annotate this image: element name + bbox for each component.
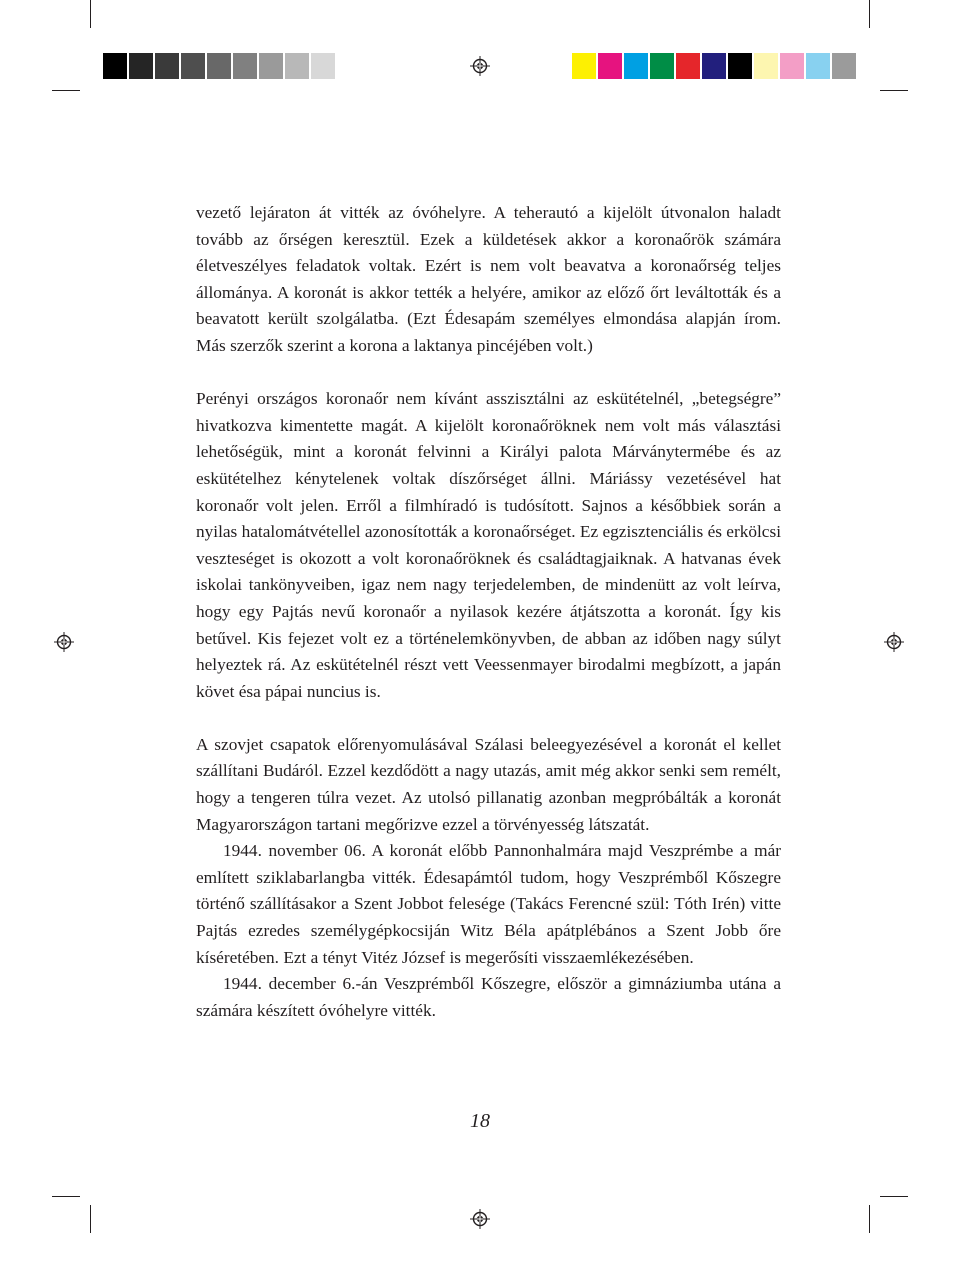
paragraph: 1944. november 06. A koronát előbb Pannonhalmára majd Veszprémbe a már említett sziklabarlangba vitték. Édesapámtól tudom, hogy Veszprémből Kőszegre történő szállításakor a Szent Jobbot felesége (Takács Ferencné szül: Tóth Irén) vitte Pajtás ezredes személygépkocsiján Witz Béla apátplébános a Szent Jobb őre kíséretében. Ezt a tényt Vitéz József is megerősíti visszaemlékezésében. — [196, 841, 781, 967]
color-swatch — [624, 53, 648, 79]
registration-mark-icon — [470, 1209, 490, 1229]
crop-mark — [52, 1196, 80, 1197]
registration-mark-icon — [884, 632, 904, 652]
color-swatch — [806, 53, 830, 79]
color-swatch — [676, 53, 700, 79]
paragraph: 1944. december 6.-án Veszprémből Kőszegre, először a gimnáziumba utána a számára készített óvóhelyre vitték. — [196, 974, 781, 1020]
crop-mark — [880, 90, 908, 91]
color-swatch — [207, 53, 231, 79]
color-swatch — [780, 53, 804, 79]
paragraph: Perényi országos koronaőr nem kívánt asszisztálni az eskütételnél, „betegségre” hivatkozva kimentette magát. A kijelölt koronaőröknek nem volt más választási lehetőségük, mint a koronát felvinni a Királyi palota Márványtermébe és az eskütételhez kénytelenek voltak díszőrséget állni. Máriássy vezetésével hat koronaőr volt jelen. Erről a filmhíradó is tudósított. Sajnos a későbbiek során a nyilas hatalomátvétellel azonosították a koronaőrséget. Ez egzisztenciális és erkölcsi veszteséget is okozott a volt koronaőröknek és családtagjaiknak. A hatvanas évek iskolai tankönyveiben, igaz nem nagy terjedelemben, de mindenütt az volt leírva, hogy egy Pajtás nevű koronaőr a nyilasok kezére átjátszotta a koronát. Így kis betűvel. Kis fejezet volt ez a történelemkönyvben, de abban az időben nagy súlyt helyeztek rá. Az eskütételnél részt vett Veessenmayer birodalmi megbízott, a japán követ ésa pápai nuncius is. — [196, 389, 781, 701]
color-swatch — [832, 53, 856, 79]
color-swatch — [285, 53, 309, 79]
color-swatch — [728, 53, 752, 79]
paragraph: vezető lejáraton át vitték az óvóhelyre. A teherautó a kijelölt útvonalon haladt tovább az őrségen keresztül. Ezek a küldetések akkor a koronaőrök számára életveszélyes feladatok voltak. Ezért is nem volt beavatva a koronaőrség teljes állománya. A koronát is akkor tették a helyére, amikor az előző őrt leváltották és a beavatott került szolgálatba. (Ezt Édesapám személyes elmondása alapján írom. Más szerzők szerint a korona a laktanya pincéjében volt.) — [196, 203, 781, 355]
registration-mark-icon — [54, 632, 74, 652]
color-swatch — [129, 53, 153, 79]
color-swatch — [233, 53, 257, 79]
crop-mark — [90, 0, 91, 28]
page-number: 18 — [470, 1110, 490, 1132]
color-swatch — [650, 53, 674, 79]
color-swatch — [702, 53, 726, 79]
crop-mark — [869, 1205, 870, 1233]
registration-mark-icon — [470, 56, 490, 76]
color-swatch — [155, 53, 179, 79]
paragraph: A szovjet csapatok előrenyomulásával Szálasi beleegyezésével a koronát el kellet szállítani Budáról. Ezzel kezdődött a nagy utazás, amit még akkor senki sem remélt, hogy a tengeren túlra vezet. Az utolsó pillanatig azonban megpróbálták a koronát Magyarországon tartani megőrizve ezzel a törvényesség látszatát. — [196, 734, 781, 834]
body-text — [196, 200, 781, 1024]
color-swatch — [572, 53, 596, 79]
color-swatch — [181, 53, 205, 79]
color-swatch — [598, 53, 622, 79]
color-swatch — [311, 53, 335, 79]
crop-mark — [880, 1196, 908, 1197]
color-swatch — [259, 53, 283, 79]
color-swatch — [754, 53, 778, 79]
crop-mark — [90, 1205, 91, 1233]
crop-mark — [869, 0, 870, 28]
crop-mark — [52, 90, 80, 91]
color-swatch — [103, 53, 127, 79]
